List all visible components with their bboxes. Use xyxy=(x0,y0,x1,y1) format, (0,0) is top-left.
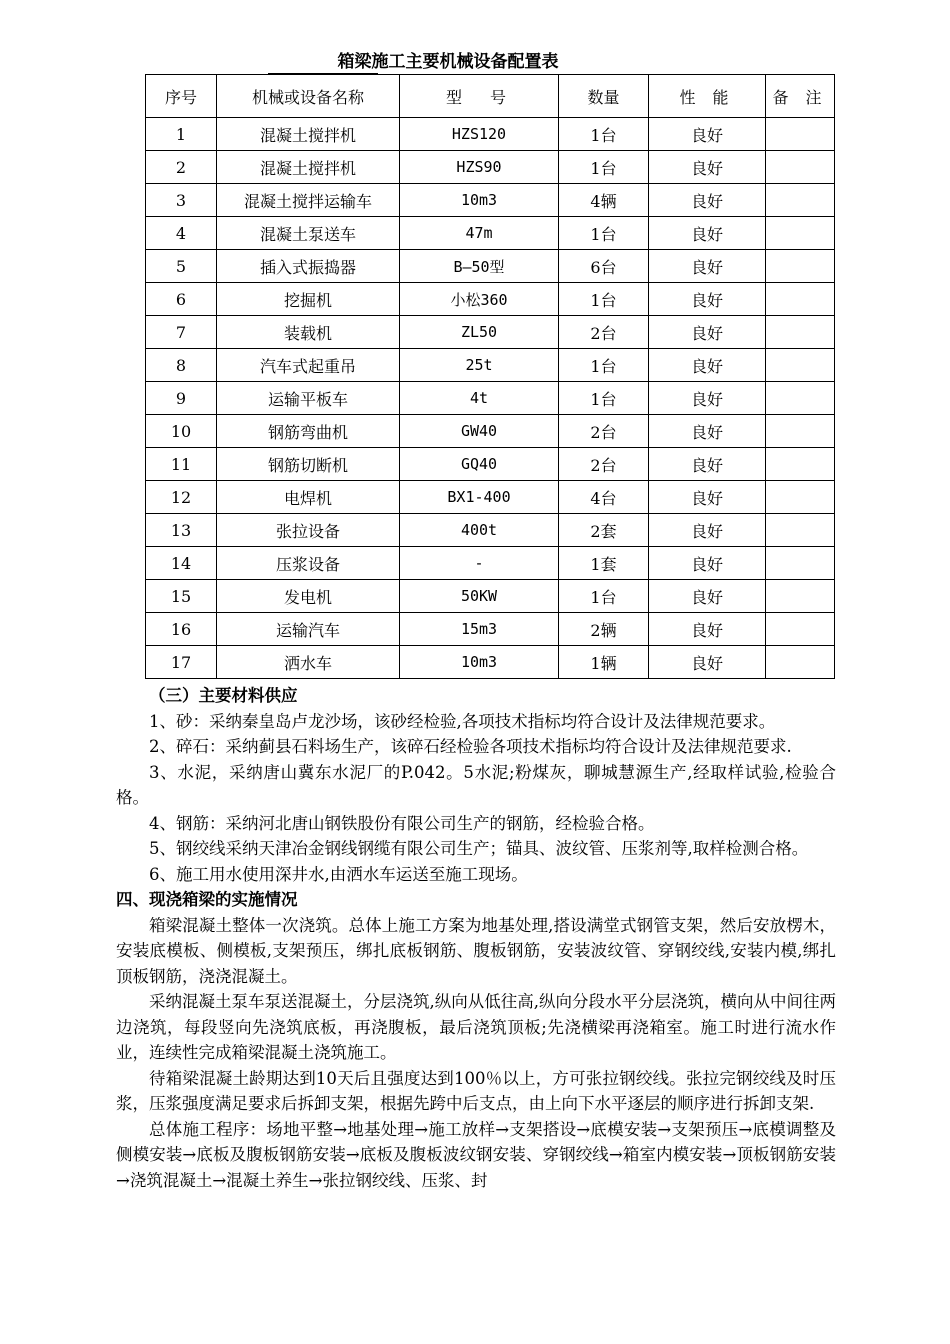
table-row xyxy=(146,448,835,481)
table-row xyxy=(146,316,835,349)
cell-note xyxy=(766,580,835,613)
header-qty: 数量 xyxy=(559,75,649,118)
materials-item: 3、水泥，采纳唐山冀东水泥厂的P.042。5水泥;粉煤灰，聊城慧源生产,经取样试验,检验合格。 xyxy=(116,762,836,807)
cell-no: 6 xyxy=(146,283,217,316)
table-title: 箱梁施工主要机械设备配置表 xyxy=(337,52,559,72)
header-model: 型 号 xyxy=(400,75,559,118)
cell-perf: 良好 xyxy=(649,646,766,679)
section4-paragraph: 采纳混凝土泵车泵送混凝土，分层浇筑,纵向从低往高,纵向分段水平分层浇筑，横向从中间往两边浇筑，每段竖向先浇筑底板，再浇腹板，最后浇筑顶板;先浇横梁再浇箱室。施工时进行流水作业，连续性完成箱梁混凝土浇筑施工。 xyxy=(116,992,836,1062)
cell-no: 10 xyxy=(146,415,217,448)
cell-name: 插入式振捣器 xyxy=(217,250,400,283)
header-name: 机械或设备名称 xyxy=(217,75,400,118)
cell-no: 1 xyxy=(146,118,217,151)
table-row xyxy=(146,613,835,646)
cell-note xyxy=(766,514,835,547)
materials-heading: （三）主要材料供应 xyxy=(149,686,298,705)
cell-perf: 良好 xyxy=(649,184,766,217)
cell-model: 10m3 xyxy=(400,646,559,679)
table-body xyxy=(146,118,835,679)
header-no: 序号 xyxy=(146,75,217,118)
cell-note xyxy=(766,415,835,448)
cell-qty: 1台 xyxy=(559,217,649,250)
cell-note xyxy=(766,316,835,349)
cell-qty: 4台 xyxy=(559,481,649,514)
cell-qty: 1台 xyxy=(559,283,649,316)
cell-perf: 良好 xyxy=(649,217,766,250)
table-row xyxy=(146,580,835,613)
cell-model: 400t xyxy=(400,514,559,547)
cell-no: 4 xyxy=(146,217,217,250)
cell-model: BX1-400 xyxy=(400,481,559,514)
cell-model: 10m3 xyxy=(400,184,559,217)
cell-no: 5 xyxy=(146,250,217,283)
cell-note xyxy=(766,250,835,283)
table-row xyxy=(146,118,835,151)
cell-qty: 2台 xyxy=(559,415,649,448)
cell-no: 7 xyxy=(146,316,217,349)
cell-perf: 良好 xyxy=(649,481,766,514)
cell-model: ZL50 xyxy=(400,316,559,349)
cell-qty: 2台 xyxy=(559,316,649,349)
cell-name: 混凝土搅拌机 xyxy=(217,118,400,151)
cell-perf: 良好 xyxy=(649,613,766,646)
cell-perf: 良好 xyxy=(649,547,766,580)
section4-paragraph: 箱梁混凝土整体一次浇筑。总体上施工方案为地基处理,搭设满堂式钢管支架，然后安放楞木，安装底模板、侧模板,支架预压，绑扎底板钢筋、腹板钢筋，安装波纹管、穿钢绞线,安装内模,绑扎顶板钢筋，浇浇混凝土。 xyxy=(116,915,836,986)
cell-no: 11 xyxy=(146,448,217,481)
cell-name: 电焊机 xyxy=(217,481,400,514)
cell-no: 9 xyxy=(146,382,217,415)
cell-qty: 1辆 xyxy=(559,646,649,679)
table-row xyxy=(146,382,835,415)
cell-perf: 良好 xyxy=(649,316,766,349)
cell-model: HZS120 xyxy=(400,118,559,151)
cell-perf: 良好 xyxy=(649,514,766,547)
cell-name: 运输汽车 xyxy=(217,613,400,646)
cell-note xyxy=(766,448,835,481)
cell-perf: 良好 xyxy=(649,118,766,151)
cell-note xyxy=(766,613,835,646)
cell-name: 装载机 xyxy=(217,316,400,349)
cell-note xyxy=(766,283,835,316)
equipment-table xyxy=(145,74,835,679)
cell-name: 洒水车 xyxy=(217,646,400,679)
table-row xyxy=(146,217,835,250)
cell-no: 12 xyxy=(146,481,217,514)
table-row xyxy=(146,250,835,283)
cell-note xyxy=(766,151,835,184)
cell-qty: 1台 xyxy=(559,349,649,382)
cell-note xyxy=(766,184,835,217)
cell-note xyxy=(766,118,835,151)
cell-qty: 4辆 xyxy=(559,184,649,217)
body-text xyxy=(116,683,836,1193)
cell-no: 8 xyxy=(146,349,217,382)
cell-note xyxy=(766,382,835,415)
cell-model: 小松360 xyxy=(400,283,559,316)
cell-note xyxy=(766,217,835,250)
cell-name: 运输平板车 xyxy=(217,382,400,415)
cell-name: 混凝土搅拌机 xyxy=(217,151,400,184)
cell-qty: 1台 xyxy=(559,118,649,151)
cell-perf: 良好 xyxy=(649,151,766,184)
cell-name: 挖掘机 xyxy=(217,283,400,316)
cell-qty: 1台 xyxy=(559,382,649,415)
table-row xyxy=(146,349,835,382)
cell-name: 钢筋弯曲机 xyxy=(217,415,400,448)
cell-perf: 良好 xyxy=(649,580,766,613)
cell-perf: 良好 xyxy=(649,448,766,481)
cell-perf: 良好 xyxy=(649,349,766,382)
cell-name: 汽车式起重吊 xyxy=(217,349,400,382)
cell-note xyxy=(766,481,835,514)
cell-note xyxy=(766,646,835,679)
cell-perf: 良好 xyxy=(649,382,766,415)
cell-name: 混凝土搅拌运输车 xyxy=(217,184,400,217)
cell-note xyxy=(766,547,835,580)
header-note: 备 注 xyxy=(766,75,835,118)
cell-qty: 2台 xyxy=(559,448,649,481)
cell-qty: 2套 xyxy=(559,514,649,547)
cell-no: 13 xyxy=(146,514,217,547)
cell-no: 17 xyxy=(146,646,217,679)
cell-no: 15 xyxy=(146,580,217,613)
cell-model: B—50型 xyxy=(400,250,559,283)
section4-paragraph: 待箱梁混凝土龄期达到10天后且强度达到100％以上，方可张拉钢绞线。张拉完钢绞线及时压浆，压浆强度满足要求后拆卸支架，根据先跨中后支点，由上向下水平逐层的顺序进行拆卸支架. xyxy=(116,1068,836,1113)
cell-model: 4t xyxy=(400,382,559,415)
cell-note xyxy=(766,349,835,382)
materials-item: 1、砂：采纳秦皇岛卢龙沙场，该砂经检验,各项技术指标均符合设计及法律规范要求。 xyxy=(149,711,776,731)
table-row xyxy=(146,646,835,679)
cell-qty: 6台 xyxy=(559,250,649,283)
cell-no: 2 xyxy=(146,151,217,184)
section4-heading: 四、现浇箱梁的实施情况 xyxy=(116,890,298,909)
materials-item: 4、钢筋：采纳河北唐山钢铁股份有限公司生产的钢筋，经检验合格。 xyxy=(149,813,655,833)
cell-model: GQ40 xyxy=(400,448,559,481)
table-row xyxy=(146,415,835,448)
cell-name: 钢筋切断机 xyxy=(217,448,400,481)
table-row xyxy=(146,184,835,217)
materials-item: 5、钢绞线采纳天津冶金钢线钢缆有限公司生产；锚具、波纹管、压浆剂等,取样检测合格。 xyxy=(149,839,809,858)
cell-perf: 良好 xyxy=(649,283,766,316)
cell-qty: 1台 xyxy=(559,580,649,613)
cell-model: 25t xyxy=(400,349,559,382)
table-header-row xyxy=(146,75,835,118)
table-row xyxy=(146,481,835,514)
cell-qty: 1套 xyxy=(559,547,649,580)
materials-item: 2、碎石：采纳蓟县石料场生产，该碎石经检验各项技术指标均符合设计及法律规范要求. xyxy=(149,737,792,756)
cell-qty: 2辆 xyxy=(559,613,649,646)
table-row xyxy=(146,151,835,184)
cell-model: 47m xyxy=(400,217,559,250)
cell-name: 压浆设备 xyxy=(217,547,400,580)
table-row xyxy=(146,514,835,547)
cell-qty: 1台 xyxy=(559,151,649,184)
cell-model: HZS90 xyxy=(400,151,559,184)
cell-no: 16 xyxy=(146,613,217,646)
cell-model: 15m3 xyxy=(400,613,559,646)
cell-model: GW40 xyxy=(400,415,559,448)
cell-perf: 良好 xyxy=(649,250,766,283)
cell-no: 14 xyxy=(146,547,217,580)
cell-model: - xyxy=(400,547,559,580)
cell-no: 3 xyxy=(146,184,217,217)
header-perf: 性 能 xyxy=(649,75,766,118)
cell-perf: 良好 xyxy=(649,415,766,448)
table-row xyxy=(146,547,835,580)
cell-model: 50KW xyxy=(400,580,559,613)
cell-name: 发电机 xyxy=(217,580,400,613)
materials-item: 6、施工用水使用深井水,由洒水车运送至施工现场。 xyxy=(149,864,528,884)
table-row xyxy=(146,283,835,316)
cell-name: 混凝土泵送车 xyxy=(217,217,400,250)
cell-name: 张拉设备 xyxy=(217,514,400,547)
section4-paragraph: 总体施工程序：场地平整→地基处理→施工放样→支架搭设→底模安装→支架预压→底模调整及侧模安装→底板及腹板钢筋安装→底板及腹板波纹钢安装、穿钢绞线→箱室内模安装→顶板钢筋安装→浇筑混凝土→混凝土养生→张拉钢绞线、压浆、封 xyxy=(116,1119,836,1190)
